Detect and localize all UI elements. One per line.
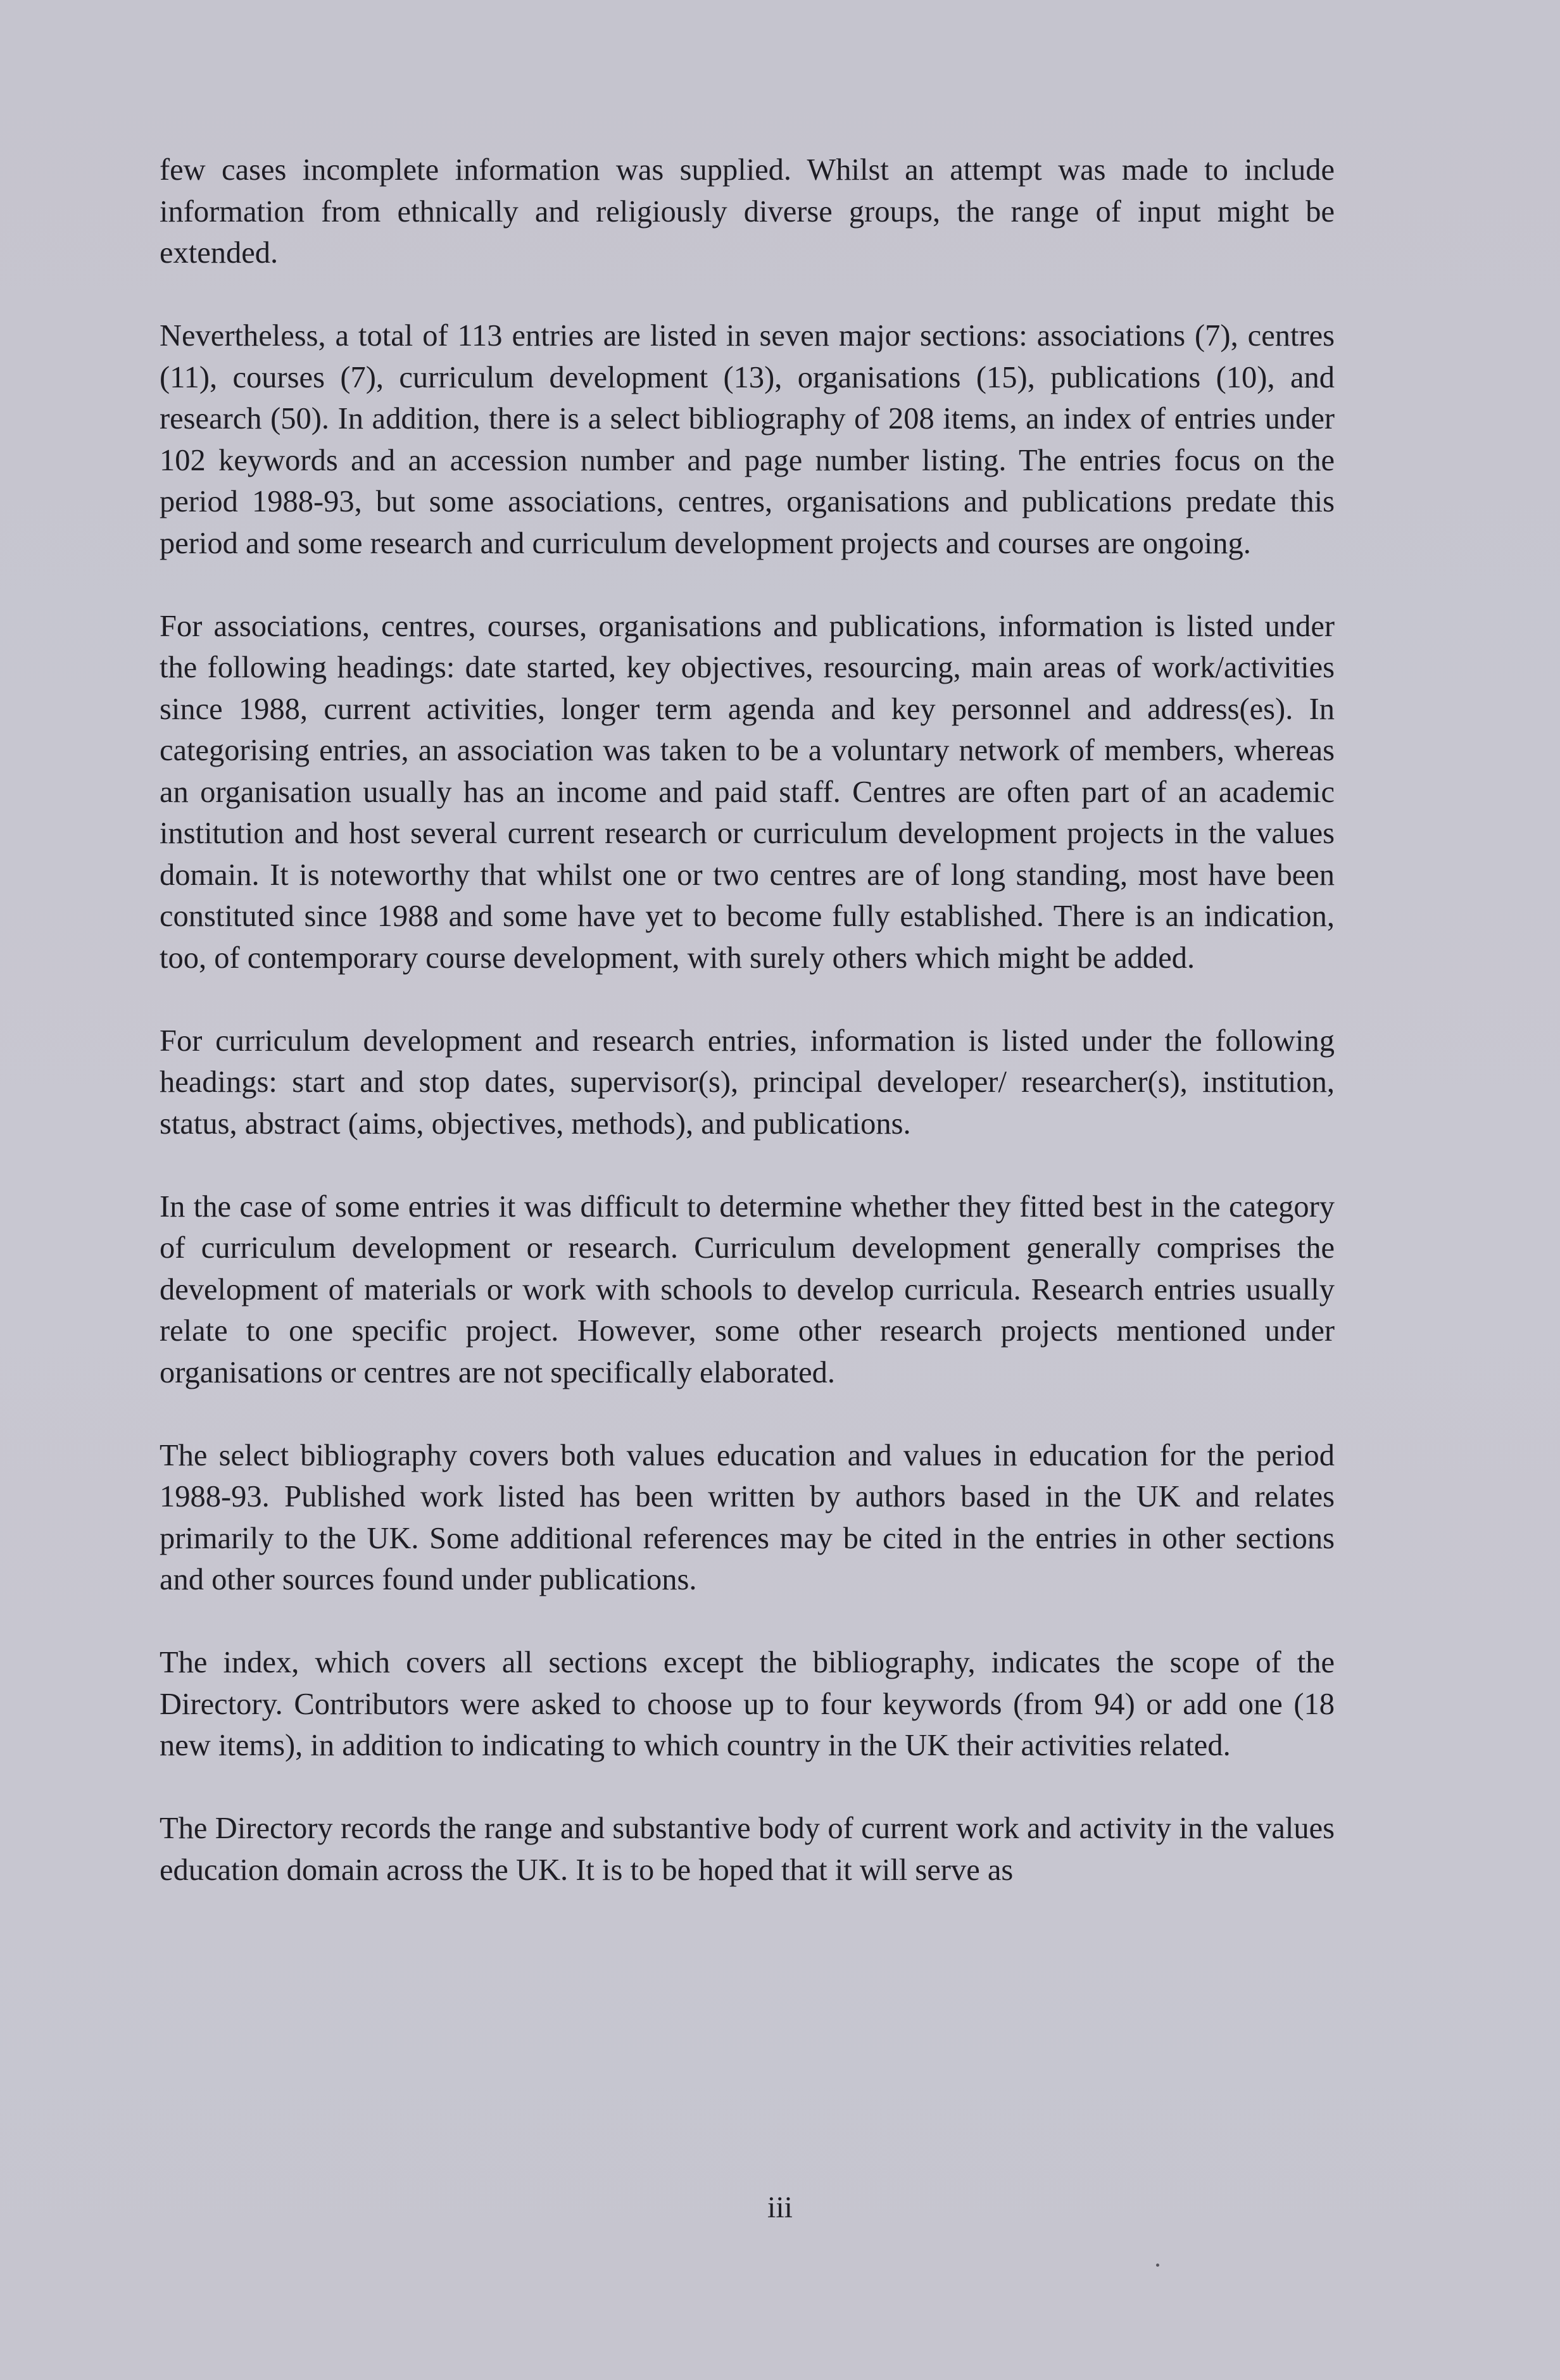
- paragraph-6: The select bibliography covers both values education and values in education for the period 1988-93. Published work listed has been written by authors based in the UK and relates primarily to the UK. Some additional references may be cited in the entries in other sections and other sources found under publications.: [160, 1438, 1335, 1596]
- paragraph-1: few cases incomplete information was supplied. Whilst an attempt was made to include information from ethnically and religiously diverse groups, the range of input might be extended.: [160, 153, 1335, 270]
- paragraph-3: For associations, centres, courses, organisations and publications, information is listed under the following headings: date started, key objectives, resourcing, main areas of work/activities since 1988, current activities, longer term agenda and key personnel and address(es). In categorising entries, an association was taken to be a voluntary network of members, whereas an organisation usually has an income and paid staff. Centres are often part of an academic institution and host several current research or curriculum development projects in the values domain. It is noteworthy that whilst one or two centres are of long standing, most have been constituted since 1988 and some have yet to become fully established. There is an indication, too, of contemporary course development, with surely others which might be added.: [160, 609, 1335, 975]
- paragraph-5: In the case of some entries it was difficult to determine whether they fitted best in the category of curriculum development or research. Curriculum development generally comprises the development of materials or work with schools to develop curricula. Research entries usually relate to one specific project. However, some other research projects mentioned under organisations or centres are not specifically elaborated.: [160, 1189, 1335, 1389]
- paragraph-8: The Directory records the range and substantive body of current work and activity in the values education domain across the UK. It is to be hoped that it will serve as: [160, 1812, 1335, 1887]
- paragraph-4: For curriculum development and research entries, information is listed under the following headings: start and stop dates, supervisor(s), principal developer/ researcher(s), institution, status, abstract (aims, objectives, methods), and publications.: [160, 1024, 1335, 1141]
- scan-speck: [1156, 2264, 1159, 2267]
- paragraph-7: The index, which covers all sections except the bibliography, indicates the scope of the Directory. Contributors were asked to choose up to four keywords (from 94) or add one (18 new items), in addition to indicating to which country in the UK their activities related.: [160, 1646, 1335, 1762]
- page-number: iii: [767, 2191, 793, 2224]
- body-text: [160, 149, 1335, 1932]
- paragraph-2: Nevertheless, a total of 113 entries are listed in seven major sections: associations (7), centres (11), courses (7), curriculum development (13), organisations (15), publications (10), and research (50). In addition, there is a select bibliography of 208 items, an index of entries under 102 keywords and an accession number and page number listing. The entries focus on the period 1988-93, but some associations, centres, organisations and publications predate this period and some research and curriculum development projects and courses are ongoing.: [160, 319, 1335, 560]
